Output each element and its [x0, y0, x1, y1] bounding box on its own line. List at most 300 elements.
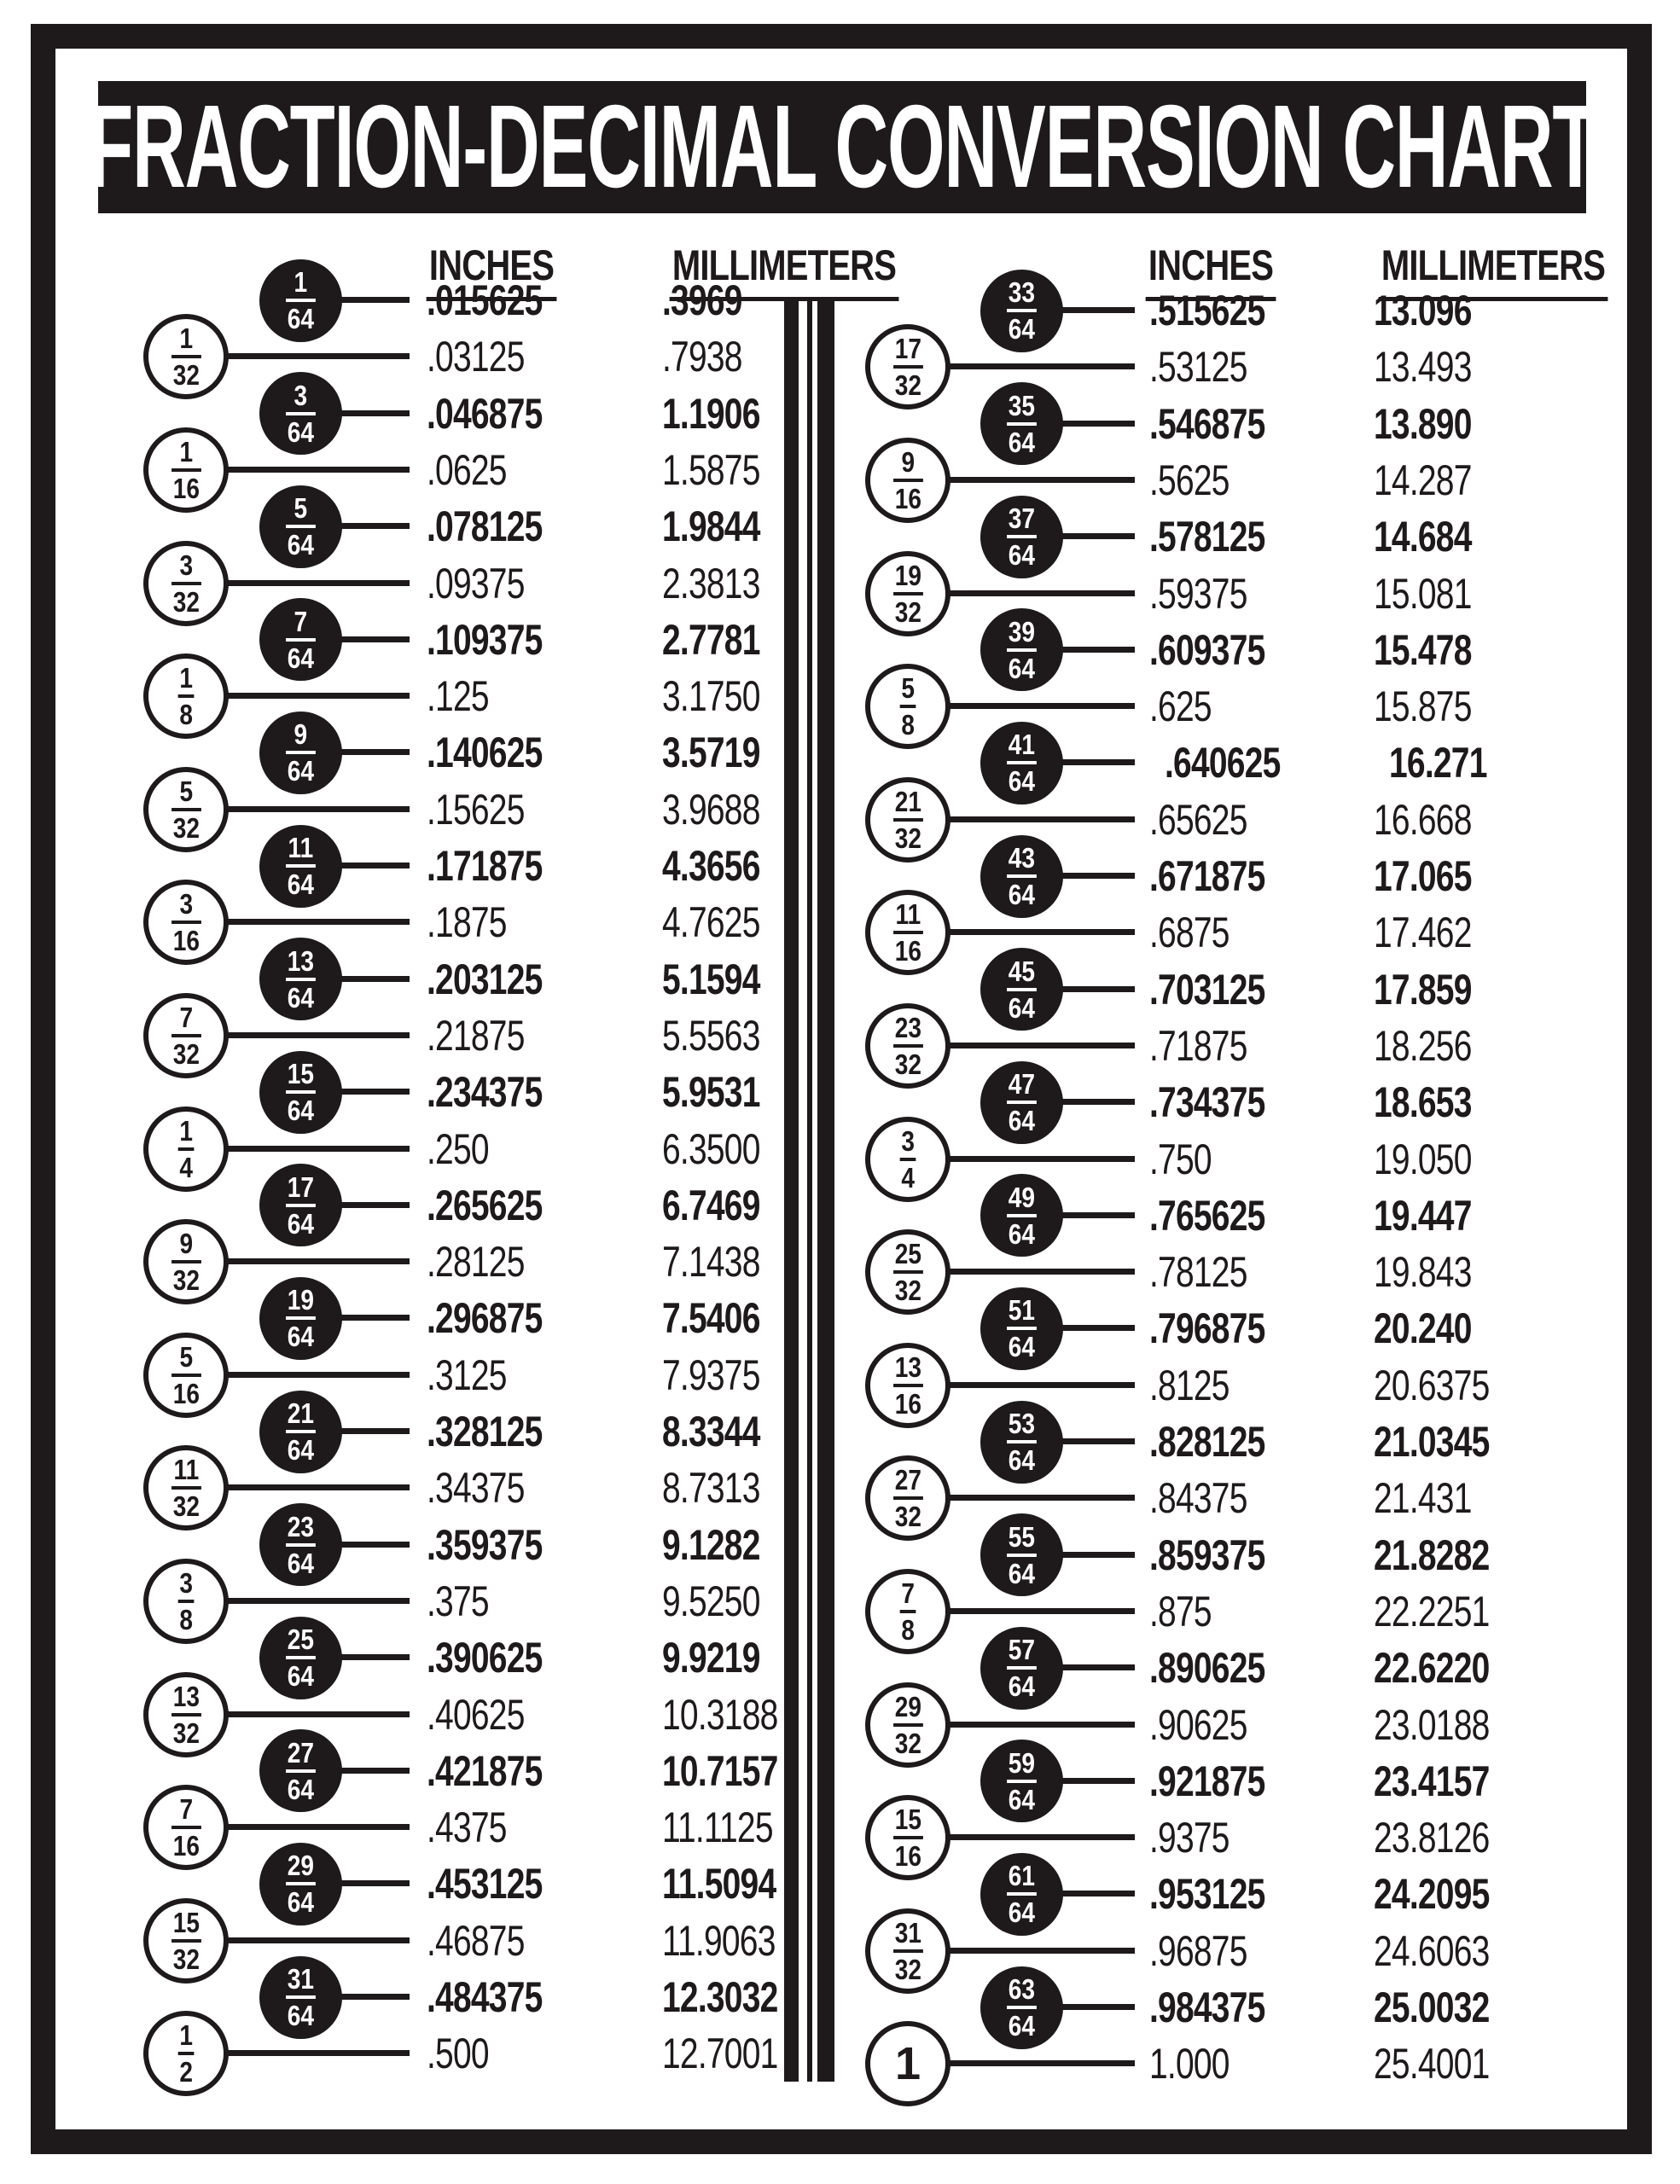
- fraction: [893, 1804, 923, 1873]
- fraction: [1007, 1634, 1037, 1703]
- fraction-numerator: 53: [1008, 1408, 1035, 1439]
- millimeters-value: 8.7313: [662, 1464, 760, 1513]
- millimeters-value: 13.493: [1374, 343, 1472, 392]
- connector-line: [944, 1156, 1135, 1162]
- fraction-denominator: 32: [894, 1501, 921, 1533]
- fraction: [893, 1916, 923, 1985]
- fraction-denominator: 64: [1008, 2010, 1035, 2042]
- fraction-numerator: 11: [288, 832, 313, 863]
- fraction-badge: [143, 541, 229, 626]
- inches-value: .546875: [1149, 399, 1265, 448]
- fraction: [893, 1350, 923, 1420]
- fraction-denominator: 32: [894, 822, 921, 854]
- millimeters-value: 4.7625: [662, 898, 760, 947]
- connector-line: [944, 1834, 1135, 1840]
- fraction-badge: [259, 598, 342, 681]
- fraction-badge: [865, 1229, 950, 1315]
- fraction-badge: [980, 1853, 1063, 1936]
- inches-value: .78125: [1149, 1248, 1247, 1297]
- inches-value: .65625: [1149, 795, 1247, 844]
- fraction-numerator: 15: [894, 1804, 921, 1836]
- fraction-denominator: 64: [1008, 1783, 1035, 1815]
- fraction: [1007, 615, 1037, 684]
- fraction-numerator: 1: [179, 435, 193, 468]
- fraction-denominator: 2: [179, 2056, 193, 2088]
- fraction-numerator: 29: [287, 1850, 314, 1882]
- fraction-denominator: 32: [172, 1490, 200, 1523]
- connector-line: [222, 2050, 410, 2056]
- inches-value: .625: [1149, 682, 1212, 731]
- fraction: [286, 834, 316, 898]
- fraction-numerator: 33: [1008, 276, 1035, 308]
- fraction-denominator: 64: [1008, 879, 1035, 910]
- millimeters-value: .3969: [662, 276, 742, 324]
- connector-line: [1056, 1778, 1136, 1784]
- fraction-badge: [980, 1966, 1063, 2049]
- fraction-denominator: 32: [172, 359, 200, 392]
- millimeters-value: 19.050: [1374, 1135, 1472, 1183]
- fraction-numerator: 49: [1008, 1181, 1035, 1213]
- fraction-numerator: 13: [287, 944, 314, 977]
- fraction: [286, 944, 316, 1014]
- fraction: [1007, 389, 1037, 458]
- fraction: [893, 1238, 923, 1307]
- connector-line: [335, 636, 410, 642]
- fraction-denominator: 32: [894, 1048, 921, 1080]
- fraction-badge: [865, 551, 950, 636]
- fraction-denominator: 64: [1008, 1331, 1035, 1363]
- connector-line: [335, 1315, 410, 1321]
- fraction: [286, 381, 316, 446]
- connector-line: [944, 2060, 1135, 2066]
- fraction: [893, 333, 923, 402]
- inches-value: .3125: [427, 1350, 507, 1399]
- inches-value: .765625: [1149, 1191, 1265, 1240]
- fraction: [1007, 729, 1037, 798]
- fraction-badge: [259, 1843, 342, 1926]
- fraction: [1007, 502, 1037, 572]
- connector-line: [335, 1994, 410, 2000]
- inches-value: .125: [427, 672, 489, 721]
- fraction: [286, 1850, 316, 1919]
- connector-line: [1056, 873, 1136, 879]
- connector-line: [335, 1880, 410, 1886]
- fraction-numerator: 15: [172, 1906, 200, 1938]
- fraction-denominator: 32: [172, 1037, 200, 1070]
- fraction-badge: [143, 993, 229, 1078]
- connector-line: [1056, 647, 1136, 653]
- fraction-numerator: 1: [294, 266, 307, 298]
- millimeters-value: 12.7001: [662, 2030, 778, 2078]
- connector-line: [222, 1937, 410, 1943]
- fraction-badge: [980, 948, 1063, 1031]
- connector-line: [1056, 1099, 1136, 1105]
- fraction-denominator: 32: [172, 1716, 200, 1749]
- millimeters-value: 19.447: [1374, 1191, 1472, 1240]
- fraction-numerator: 1: [179, 2019, 193, 2052]
- fraction: [171, 1454, 201, 1523]
- connector-line: [1056, 1325, 1136, 1331]
- fraction-numerator: 13: [894, 1350, 921, 1383]
- millimeters-value: 23.4157: [1374, 1757, 1490, 1805]
- fraction-denominator: 64: [1008, 1557, 1035, 1589]
- fraction-badge: [865, 664, 950, 749]
- fraction-badge: [980, 496, 1063, 578]
- fraction-numerator: 43: [1008, 842, 1035, 874]
- inches-value: 1.000: [1149, 2040, 1229, 2088]
- fraction-numerator: 5: [901, 672, 915, 705]
- column-header-inches-right: INCHES: [1130, 241, 1293, 301]
- fraction-badge: [259, 1956, 342, 2039]
- millimeters-value: 5.9531: [662, 1068, 760, 1117]
- fraction-numerator: 19: [894, 559, 921, 591]
- inches-value: .96875: [1149, 1926, 1247, 1975]
- inches-value: .109375: [427, 615, 543, 664]
- fraction-numerator: 55: [1008, 1520, 1035, 1553]
- fraction-denominator: 64: [287, 642, 314, 674]
- millimeters-value: 25.0032: [1374, 1984, 1490, 2031]
- fraction: [1007, 1520, 1037, 1589]
- fraction-badge: [865, 1117, 950, 1202]
- fraction: [893, 787, 923, 852]
- fraction-denominator: 8: [179, 699, 193, 731]
- millimeters-value: 11.5094: [662, 1860, 776, 1908]
- fraction-badge: [980, 1740, 1063, 1822]
- fraction: [1007, 278, 1037, 343]
- inches-value: .03125: [427, 333, 525, 381]
- millimeters-value: 14.287: [1374, 456, 1472, 504]
- inches-value: .046875: [427, 389, 543, 438]
- inches-value: .90625: [1149, 1700, 1247, 1749]
- millimeters-value: 25.4001: [1374, 2040, 1490, 2088]
- connector-line: [944, 1043, 1135, 1048]
- fraction-badge: [865, 1682, 950, 1768]
- fraction: [177, 1566, 194, 1635]
- fraction-denominator: 64: [287, 1886, 314, 1919]
- millimeters-value: 16.271: [1389, 739, 1487, 787]
- fraction: [177, 2021, 194, 2086]
- connector-line: [335, 410, 410, 416]
- inches-value: .859375: [1149, 1531, 1265, 1579]
- fraction-denominator: 64: [287, 415, 314, 448]
- connector-line: [944, 1608, 1135, 1614]
- fraction-denominator: 64: [1008, 1105, 1035, 1137]
- fraction-badge: [980, 1627, 1063, 1710]
- fraction-badge: [980, 1513, 1063, 1596]
- inches-value: .265625: [427, 1181, 543, 1229]
- connector-line: [944, 1382, 1135, 1388]
- millimeters-value: 21.8282: [1374, 1531, 1490, 1579]
- connector-line: [222, 580, 410, 586]
- fraction-numerator: 7: [294, 605, 307, 637]
- millimeters-value: 9.5250: [662, 1577, 760, 1625]
- connector-line: [944, 1269, 1135, 1275]
- millimeters-value: 12.3032: [662, 1973, 778, 2021]
- connector-line: [222, 1598, 410, 1604]
- fraction: [286, 607, 316, 672]
- fraction-badge: [143, 1445, 229, 1531]
- millimeters-value: 5.5563: [662, 1011, 760, 1060]
- connector-line: [222, 693, 410, 699]
- fraction-numerator: 3: [179, 1566, 193, 1599]
- connector-line: [1056, 2004, 1136, 2010]
- fraction-badge: [865, 1908, 950, 1994]
- inches-value: .8125: [1149, 1361, 1229, 1409]
- fraction: [286, 1736, 316, 1805]
- fraction-numerator: 27: [287, 1736, 314, 1769]
- fraction-denominator: 8: [901, 1613, 915, 1646]
- fraction-denominator: 32: [894, 1727, 921, 1759]
- fraction-denominator: 64: [1008, 1670, 1035, 1703]
- millimeters-value: 9.1282: [662, 1520, 760, 1569]
- fraction-numerator: 27: [894, 1464, 921, 1496]
- fraction: [1007, 1183, 1037, 1248]
- millimeters-value: 21.0345: [1374, 1418, 1490, 1466]
- whole-number: 1: [894, 2038, 921, 2090]
- millimeters-value: 3.5719: [662, 729, 760, 777]
- connector-line: [335, 1654, 410, 1660]
- millimeters-value: 4.3656: [662, 842, 760, 890]
- fraction: [893, 900, 923, 965]
- connector-line: [944, 1722, 1135, 1728]
- fraction: [171, 1228, 201, 1297]
- fraction: [1007, 1975, 1037, 2040]
- fraction-badge: [980, 835, 1063, 918]
- connector-line: [335, 1768, 410, 1774]
- inches-value: .1875: [427, 898, 507, 947]
- inches-value: .203125: [427, 955, 543, 1003]
- fraction-badge: [865, 777, 950, 863]
- inches-value: .359375: [427, 1520, 543, 1569]
- fraction-numerator: 35: [1008, 389, 1035, 421]
- fraction-badge: [259, 1617, 342, 1699]
- inches-value: .515625: [1149, 287, 1265, 334]
- fraction: [893, 1466, 923, 1531]
- fraction-denominator: 16: [894, 1387, 921, 1420]
- fraction-denominator: 32: [894, 369, 921, 402]
- fraction-denominator: 32: [894, 1953, 921, 1985]
- millimeters-value: 17.859: [1374, 965, 1472, 1014]
- column-header-millimeters-right: MILLIMETERS: [1350, 241, 1636, 301]
- millimeters-value: 3.1750: [662, 672, 760, 721]
- inches-value: .015625: [427, 276, 543, 324]
- inches-value: .0625: [427, 445, 507, 494]
- millimeters-value: 16.668: [1374, 795, 1472, 844]
- millimeters-value: 23.0188: [1374, 1700, 1490, 1749]
- fraction-numerator: 1: [179, 662, 193, 694]
- connector-line: [335, 297, 410, 303]
- fraction-badge: [143, 2011, 229, 2096]
- millimeters-value: 23.8126: [1374, 1814, 1490, 1862]
- fraction-numerator: 17: [894, 333, 921, 365]
- inches-value: .421875: [427, 1746, 543, 1795]
- fraction-badge: [259, 938, 342, 1020]
- connector-line: [1056, 1212, 1136, 1218]
- inches-value: .234375: [427, 1068, 543, 1117]
- fraction: [1007, 1409, 1037, 1474]
- fraction-badge: [865, 1003, 950, 1089]
- fraction-denominator: 32: [172, 1943, 200, 1975]
- fraction-numerator: 3: [294, 379, 307, 411]
- fraction-denominator: 64: [287, 755, 314, 787]
- page-title: FRACTION-DECIMAL CONVERSION CHART: [87, 81, 1597, 212]
- fraction-numerator: 3: [179, 888, 193, 921]
- fraction-numerator: 31: [287, 1963, 314, 1995]
- fraction-numerator: 45: [1008, 955, 1035, 987]
- fraction-badge: [865, 438, 950, 523]
- fraction: [171, 777, 201, 842]
- fraction-numerator: 3: [901, 1124, 915, 1157]
- fraction: [286, 1623, 316, 1693]
- inches-value: .890625: [1149, 1644, 1265, 1693]
- fraction-numerator: 63: [1008, 1973, 1035, 2005]
- connector-line: [335, 1089, 410, 1095]
- inches-value: .53125: [1149, 343, 1247, 392]
- millimeters-value: 17.462: [1374, 909, 1472, 957]
- inches-value: .84375: [1149, 1474, 1247, 1523]
- connector-line: [1056, 421, 1136, 427]
- fraction-badge: [259, 1277, 342, 1360]
- fraction-numerator: 7: [901, 1577, 915, 1609]
- fraction-denominator: 64: [1008, 426, 1035, 458]
- fraction-denominator: 64: [287, 1773, 314, 1805]
- inches-value: .921875: [1149, 1757, 1265, 1805]
- connector-line: [1056, 759, 1136, 765]
- fraction: [899, 674, 916, 739]
- fraction-numerator: 9: [901, 445, 915, 478]
- fraction-denominator: 64: [1008, 652, 1035, 684]
- fraction-badge: [259, 372, 342, 455]
- connector-line: [335, 1428, 410, 1434]
- fraction-badge: [865, 890, 950, 975]
- fraction-denominator: 64: [1008, 1444, 1035, 1476]
- fraction-denominator: 64: [287, 303, 314, 334]
- fraction: [171, 1908, 201, 1973]
- inches-value: .15625: [427, 785, 525, 834]
- inches-value: .46875: [427, 1916, 525, 1965]
- millimeters-value: 11.1125: [662, 1804, 773, 1852]
- fraction-badge: [865, 324, 950, 410]
- inches-value: .6875: [1149, 909, 1229, 957]
- millimeters-value: 6.3500: [662, 1124, 760, 1173]
- fraction-badge: [980, 1401, 1063, 1484]
- connector-line: [222, 1258, 410, 1264]
- millimeters-value: 24.6063: [1374, 1926, 1490, 1975]
- connector-line: [1056, 1664, 1136, 1670]
- inches-value: .984375: [1149, 1984, 1265, 2031]
- inches-value: .875: [1149, 1587, 1212, 1635]
- inches-value: .953125: [1149, 1870, 1265, 1919]
- fraction-denominator: 64: [287, 981, 314, 1014]
- fraction-badge: [143, 427, 229, 513]
- fraction-badge: [980, 270, 1063, 352]
- inches-value: .59375: [1149, 569, 1247, 618]
- millimeters-value: 19.843: [1374, 1248, 1472, 1297]
- connector-line: [335, 523, 410, 529]
- fraction-badge: [143, 1333, 229, 1418]
- inches-value: .078125: [427, 502, 543, 551]
- fraction-numerator: 25: [287, 1623, 314, 1656]
- fraction-badge: [259, 1503, 342, 1586]
- fraction-badge: [259, 1729, 342, 1812]
- inches-value: .796875: [1149, 1304, 1265, 1353]
- inches-value: .375: [427, 1577, 489, 1625]
- fraction-numerator: 13: [172, 1680, 200, 1712]
- connector-line: [222, 1032, 410, 1038]
- millimeters-value: 10.7157: [662, 1746, 778, 1795]
- fraction-denominator: 16: [172, 1830, 200, 1862]
- column-header-inches-left: INCHES: [410, 241, 573, 301]
- fraction-numerator: 7: [179, 1793, 193, 1826]
- fraction-numerator: 31: [894, 1916, 921, 1949]
- fraction-denominator: 16: [894, 482, 921, 514]
- connector-line: [1056, 533, 1136, 539]
- fraction-badge: [143, 767, 229, 852]
- fraction-denominator: 64: [287, 868, 314, 900]
- connector-line: [222, 1711, 410, 1717]
- inches-value: .40625: [427, 1690, 525, 1739]
- fraction-numerator: 1: [179, 322, 193, 355]
- connector-line: [1056, 307, 1136, 313]
- fraction-denominator: 64: [1008, 991, 1035, 1024]
- fraction: [286, 720, 316, 785]
- fraction: [177, 1114, 194, 1183]
- fraction-numerator: 1: [179, 1114, 193, 1147]
- fraction-numerator: 41: [1008, 729, 1035, 761]
- fraction-denominator: 16: [894, 935, 921, 967]
- connector-line: [335, 1202, 410, 1208]
- fraction-badge: [143, 1219, 229, 1304]
- inches-value: .640625: [1165, 739, 1281, 787]
- fraction-denominator: 16: [172, 472, 200, 504]
- fraction-badge: [259, 825, 342, 908]
- fraction-numerator: 39: [1008, 615, 1035, 648]
- fraction-badge: [865, 1455, 950, 1541]
- fraction-badge: [980, 1061, 1063, 1144]
- millimeters-value: 24.2095: [1374, 1870, 1490, 1919]
- fraction: [1007, 1070, 1037, 1135]
- connector-line: [944, 590, 1135, 596]
- millimeters-value: 15.875: [1374, 682, 1472, 731]
- fraction-badge: [143, 653, 229, 739]
- fraction-badge: [259, 485, 342, 568]
- millimeters-value: 7.1438: [662, 1238, 760, 1287]
- fraction-denominator: 64: [1008, 313, 1035, 345]
- fraction: [286, 1965, 316, 2030]
- fraction-badge: [259, 712, 342, 794]
- fraction: [899, 1124, 916, 1194]
- fraction-denominator: 8: [901, 709, 915, 741]
- inches-value: .250: [427, 1124, 489, 1173]
- fraction-numerator: 29: [894, 1690, 921, 1722]
- millimeters-value: 7.5406: [662, 1294, 760, 1343]
- fraction: [177, 664, 194, 729]
- fraction: [286, 1170, 316, 1240]
- fraction-badge: [143, 1785, 229, 1870]
- fraction-numerator: 37: [1008, 502, 1035, 535]
- inches-value: .71875: [1149, 1021, 1247, 1070]
- fraction-badge: [865, 1795, 950, 1880]
- fraction-numerator: 25: [894, 1238, 921, 1270]
- fraction-badge: [259, 1391, 342, 1473]
- connector-line: [944, 363, 1135, 369]
- fraction-denominator: 64: [287, 1321, 314, 1353]
- fraction-numerator: 19: [287, 1284, 314, 1316]
- inches-value: .09375: [427, 559, 525, 607]
- fraction-badge: [143, 314, 229, 399]
- fraction: [171, 551, 201, 616]
- fraction-denominator: 64: [287, 1547, 314, 1579]
